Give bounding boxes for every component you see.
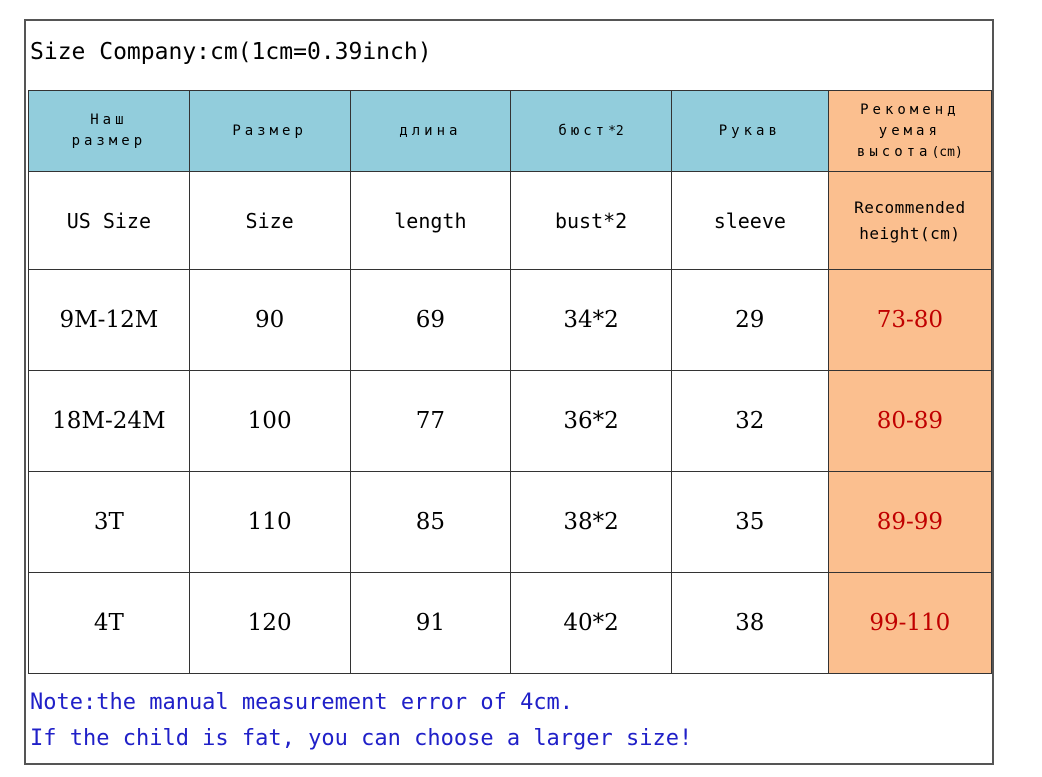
header-en-length: length <box>350 172 511 270</box>
size-table <box>28 90 992 674</box>
header-ru-line: Рукав <box>718 122 781 139</box>
table-row <box>29 270 992 371</box>
header-en-bust: bust*2 <box>511 172 672 270</box>
header-ru-sleeve <box>671 91 828 172</box>
header-ru-our-size <box>29 91 190 172</box>
header-ru-line: Наш <box>90 112 128 128</box>
header-en-line: height(cm) <box>859 223 961 243</box>
header-ru-line: бюст <box>558 122 609 139</box>
table-row <box>29 371 992 472</box>
cell-length: 77 <box>350 371 511 472</box>
header-ru-bust <box>511 91 672 172</box>
note-line-2: If the child is fat, you can choose a larger size! <box>30 726 693 751</box>
cell-us-size: 4T <box>29 573 190 674</box>
header-en-sleeve: sleeve <box>671 172 828 270</box>
cell-recommended-height: 80-89 <box>828 371 991 472</box>
cell-bust: 36*2 <box>511 371 672 472</box>
cell-length: 91 <box>350 573 511 674</box>
header-ru-suffix: *2 <box>608 123 624 139</box>
cell-us-size: 18M-24M <box>29 371 190 472</box>
table-row <box>29 573 992 674</box>
cell-size: 120 <box>189 573 350 674</box>
table-row <box>29 472 992 573</box>
cell-us-size: 3T <box>29 472 190 573</box>
cell-size: 110 <box>189 472 350 573</box>
cell-bust: 34*2 <box>511 270 672 371</box>
header-ru-line: размер <box>71 133 147 149</box>
header-ru-recommended <box>828 91 991 172</box>
cell-bust: 38*2 <box>511 472 672 573</box>
cell-sleeve: 29 <box>671 270 828 371</box>
header-ru-line: Рекоменд <box>860 101 960 118</box>
cell-us-size: 9M-12M <box>29 270 190 371</box>
header-ru-line: уемая <box>878 122 941 139</box>
cell-size: 90 <box>189 270 350 371</box>
cell-length: 69 <box>350 270 511 371</box>
cell-size: 100 <box>189 371 350 472</box>
header-ru-line: Размер <box>232 122 307 139</box>
header-ru-size <box>189 91 350 172</box>
cell-recommended-height: 73-80 <box>828 270 991 371</box>
cell-length: 85 <box>350 472 511 573</box>
header-ru-line: высота <box>856 143 932 160</box>
header-ru-length <box>350 91 511 172</box>
header-en-size: Size <box>189 172 350 270</box>
cell-bust: 40*2 <box>511 573 672 674</box>
cell-sleeve: 38 <box>671 573 828 674</box>
cell-sleeve: 32 <box>671 371 828 472</box>
header-ru-line: длина <box>399 122 462 139</box>
cell-sleeve: 35 <box>671 472 828 573</box>
header-en-recommended <box>828 172 991 270</box>
chart-title: Size Company:cm(1cm=0.39inch) <box>30 39 432 65</box>
size-chart-frame <box>24 19 994 765</box>
header-ru-suffix: (cm) <box>931 144 963 160</box>
header-en-us-size: US Size <box>29 172 190 270</box>
header-en-line: Recommended <box>854 197 966 217</box>
header-row-russian <box>29 91 992 172</box>
cell-recommended-height: 89-99 <box>828 472 991 573</box>
cell-recommended-height: 99-110 <box>828 573 991 674</box>
header-row-english <box>29 172 992 270</box>
note-line-1: Note:the manual measurement error of 4cm. <box>30 690 574 715</box>
measurement-note <box>30 685 692 757</box>
